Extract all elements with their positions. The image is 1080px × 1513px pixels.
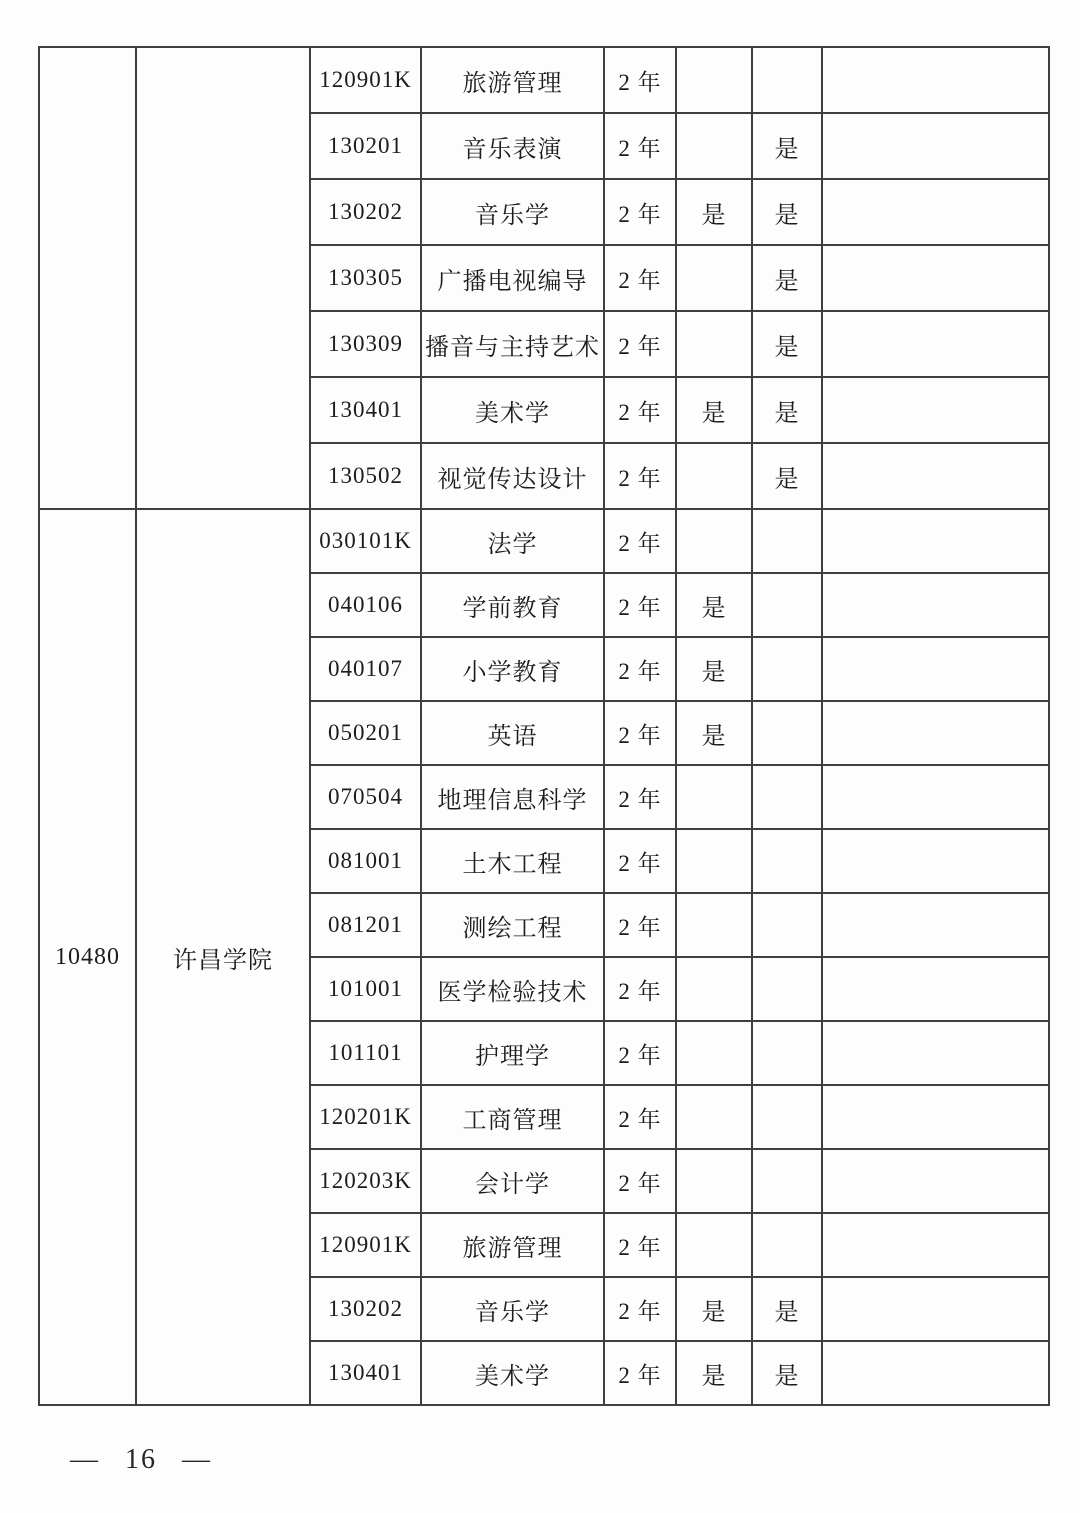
major-code-cell: 130309 xyxy=(310,311,421,377)
flag1-cell: 是 xyxy=(676,1277,752,1341)
major-name-cell: 小学教育 xyxy=(421,637,604,701)
major-code-cell: 081001 xyxy=(310,829,421,893)
remarks-cell xyxy=(822,1149,1049,1213)
flag2-cell xyxy=(752,1085,822,1149)
remarks-cell xyxy=(822,443,1049,509)
remarks-cell xyxy=(822,637,1049,701)
flag1-cell: 是 xyxy=(676,179,752,245)
duration-cell: 2 年 xyxy=(604,509,676,573)
major-code-cell: 130202 xyxy=(310,1277,421,1341)
major-name-cell: 土木工程 xyxy=(421,829,604,893)
major-code-cell: 030101K xyxy=(310,509,421,573)
major-code-cell: 130201 xyxy=(310,113,421,179)
flag2-cell: 是 xyxy=(752,245,822,311)
remarks-cell xyxy=(822,829,1049,893)
duration-cell: 2 年 xyxy=(604,245,676,311)
remarks-cell xyxy=(822,765,1049,829)
duration-cell: 2 年 xyxy=(604,1213,676,1277)
major-name-cell: 播音与主持艺术 xyxy=(421,311,604,377)
programs-table xyxy=(38,46,1050,1406)
major-code-cell: 040106 xyxy=(310,573,421,637)
remarks-cell xyxy=(822,311,1049,377)
major-code-cell: 120201K xyxy=(310,1085,421,1149)
remarks-cell xyxy=(822,245,1049,311)
major-code-cell: 130202 xyxy=(310,179,421,245)
remarks-cell xyxy=(822,509,1049,573)
flag1-cell xyxy=(676,1149,752,1213)
duration-cell: 2 年 xyxy=(604,1149,676,1213)
flag2-cell xyxy=(752,765,822,829)
flag1-cell xyxy=(676,1021,752,1085)
remarks-cell xyxy=(822,179,1049,245)
flag1-cell xyxy=(676,1213,752,1277)
major-name-cell: 医学检验技术 xyxy=(421,957,604,1021)
flag1-cell xyxy=(676,245,752,311)
flag1-cell: 是 xyxy=(676,377,752,443)
page-number: — 16 — xyxy=(70,1444,212,1475)
flag2-cell xyxy=(752,957,822,1021)
major-name-cell: 护理学 xyxy=(421,1021,604,1085)
flag1-cell xyxy=(676,957,752,1021)
duration-cell: 2 年 xyxy=(604,637,676,701)
duration-cell: 2 年 xyxy=(604,1341,676,1405)
remarks-cell xyxy=(822,1085,1049,1149)
duration-cell: 2 年 xyxy=(604,1021,676,1085)
major-code-cell: 120203K xyxy=(310,1149,421,1213)
remarks-cell xyxy=(822,1213,1049,1277)
school-name-cell: 许昌学院 xyxy=(136,509,310,1405)
major-name-cell: 美术学 xyxy=(421,377,604,443)
duration-cell: 2 年 xyxy=(604,829,676,893)
major-name-cell: 音乐学 xyxy=(421,179,604,245)
major-code-cell: 130401 xyxy=(310,1341,421,1405)
major-name-cell: 测绘工程 xyxy=(421,893,604,957)
school-name-cell xyxy=(136,47,310,509)
major-code-cell: 101101 xyxy=(310,1021,421,1085)
flag2-cell: 是 xyxy=(752,311,822,377)
flag2-cell xyxy=(752,573,822,637)
major-name-cell: 学前教育 xyxy=(421,573,604,637)
flag2-cell xyxy=(752,893,822,957)
flag1-cell xyxy=(676,443,752,509)
duration-cell: 2 年 xyxy=(604,179,676,245)
duration-cell: 2 年 xyxy=(604,377,676,443)
major-name-cell: 法学 xyxy=(421,509,604,573)
remarks-cell xyxy=(822,893,1049,957)
major-code-cell: 101001 xyxy=(310,957,421,1021)
major-code-cell: 130401 xyxy=(310,377,421,443)
flag1-cell: 是 xyxy=(676,701,752,765)
major-name-cell: 工商管理 xyxy=(421,1085,604,1149)
flag1-cell xyxy=(676,509,752,573)
major-name-cell: 视觉传达设计 xyxy=(421,443,604,509)
flag1-cell: 是 xyxy=(676,573,752,637)
major-code-cell: 050201 xyxy=(310,701,421,765)
major-code-cell: 081201 xyxy=(310,893,421,957)
remarks-cell xyxy=(822,47,1049,113)
flag2-cell: 是 xyxy=(752,113,822,179)
major-code-cell: 070504 xyxy=(310,765,421,829)
major-name-cell: 旅游管理 xyxy=(421,47,604,113)
duration-cell: 2 年 xyxy=(604,113,676,179)
remarks-cell xyxy=(822,957,1049,1021)
duration-cell: 2 年 xyxy=(604,701,676,765)
remarks-cell xyxy=(822,113,1049,179)
flag2-cell: 是 xyxy=(752,179,822,245)
major-code-cell: 130502 xyxy=(310,443,421,509)
table-row xyxy=(39,509,1049,573)
duration-cell: 2 年 xyxy=(604,573,676,637)
major-name-cell: 旅游管理 xyxy=(421,1213,604,1277)
major-name-cell: 广播电视编导 xyxy=(421,245,604,311)
flag1-cell xyxy=(676,765,752,829)
flag1-cell xyxy=(676,113,752,179)
duration-cell: 2 年 xyxy=(604,1085,676,1149)
flag2-cell xyxy=(752,1213,822,1277)
major-name-cell: 美术学 xyxy=(421,1341,604,1405)
remarks-cell xyxy=(822,1341,1049,1405)
flag1-cell xyxy=(676,893,752,957)
major-code-cell: 120901K xyxy=(310,1213,421,1277)
duration-cell: 2 年 xyxy=(604,47,676,113)
school-code-cell: 10480 xyxy=(39,509,136,1405)
duration-cell: 2 年 xyxy=(604,443,676,509)
duration-cell: 2 年 xyxy=(604,1277,676,1341)
flag1-cell: 是 xyxy=(676,637,752,701)
major-name-cell: 音乐学 xyxy=(421,1277,604,1341)
remarks-cell xyxy=(822,701,1049,765)
flag2-cell xyxy=(752,509,822,573)
flag2-cell xyxy=(752,1149,822,1213)
flag2-cell: 是 xyxy=(752,443,822,509)
remarks-cell xyxy=(822,377,1049,443)
flag2-cell xyxy=(752,637,822,701)
remarks-cell xyxy=(822,573,1049,637)
flag2-cell xyxy=(752,701,822,765)
flag2-cell: 是 xyxy=(752,377,822,443)
table-body xyxy=(39,47,1049,1405)
flag2-cell xyxy=(752,829,822,893)
flag1-cell xyxy=(676,47,752,113)
flag2-cell: 是 xyxy=(752,1277,822,1341)
major-name-cell: 会计学 xyxy=(421,1149,604,1213)
flag1-cell xyxy=(676,1085,752,1149)
flag2-cell: 是 xyxy=(752,1341,822,1405)
table-row xyxy=(39,47,1049,113)
flag2-cell xyxy=(752,1021,822,1085)
major-name-cell: 地理信息科学 xyxy=(421,765,604,829)
major-name-cell: 英语 xyxy=(421,701,604,765)
school-code-cell xyxy=(39,47,136,509)
flag1-cell: 是 xyxy=(676,1341,752,1405)
remarks-cell xyxy=(822,1021,1049,1085)
major-name-cell: 音乐表演 xyxy=(421,113,604,179)
duration-cell: 2 年 xyxy=(604,957,676,1021)
flag2-cell xyxy=(752,47,822,113)
major-code-cell: 130305 xyxy=(310,245,421,311)
flag1-cell xyxy=(676,829,752,893)
major-code-cell: 120901K xyxy=(310,47,421,113)
major-code-cell: 040107 xyxy=(310,637,421,701)
remarks-cell xyxy=(822,1277,1049,1341)
duration-cell: 2 年 xyxy=(604,893,676,957)
flag1-cell xyxy=(676,311,752,377)
duration-cell: 2 年 xyxy=(604,311,676,377)
duration-cell: 2 年 xyxy=(604,765,676,829)
